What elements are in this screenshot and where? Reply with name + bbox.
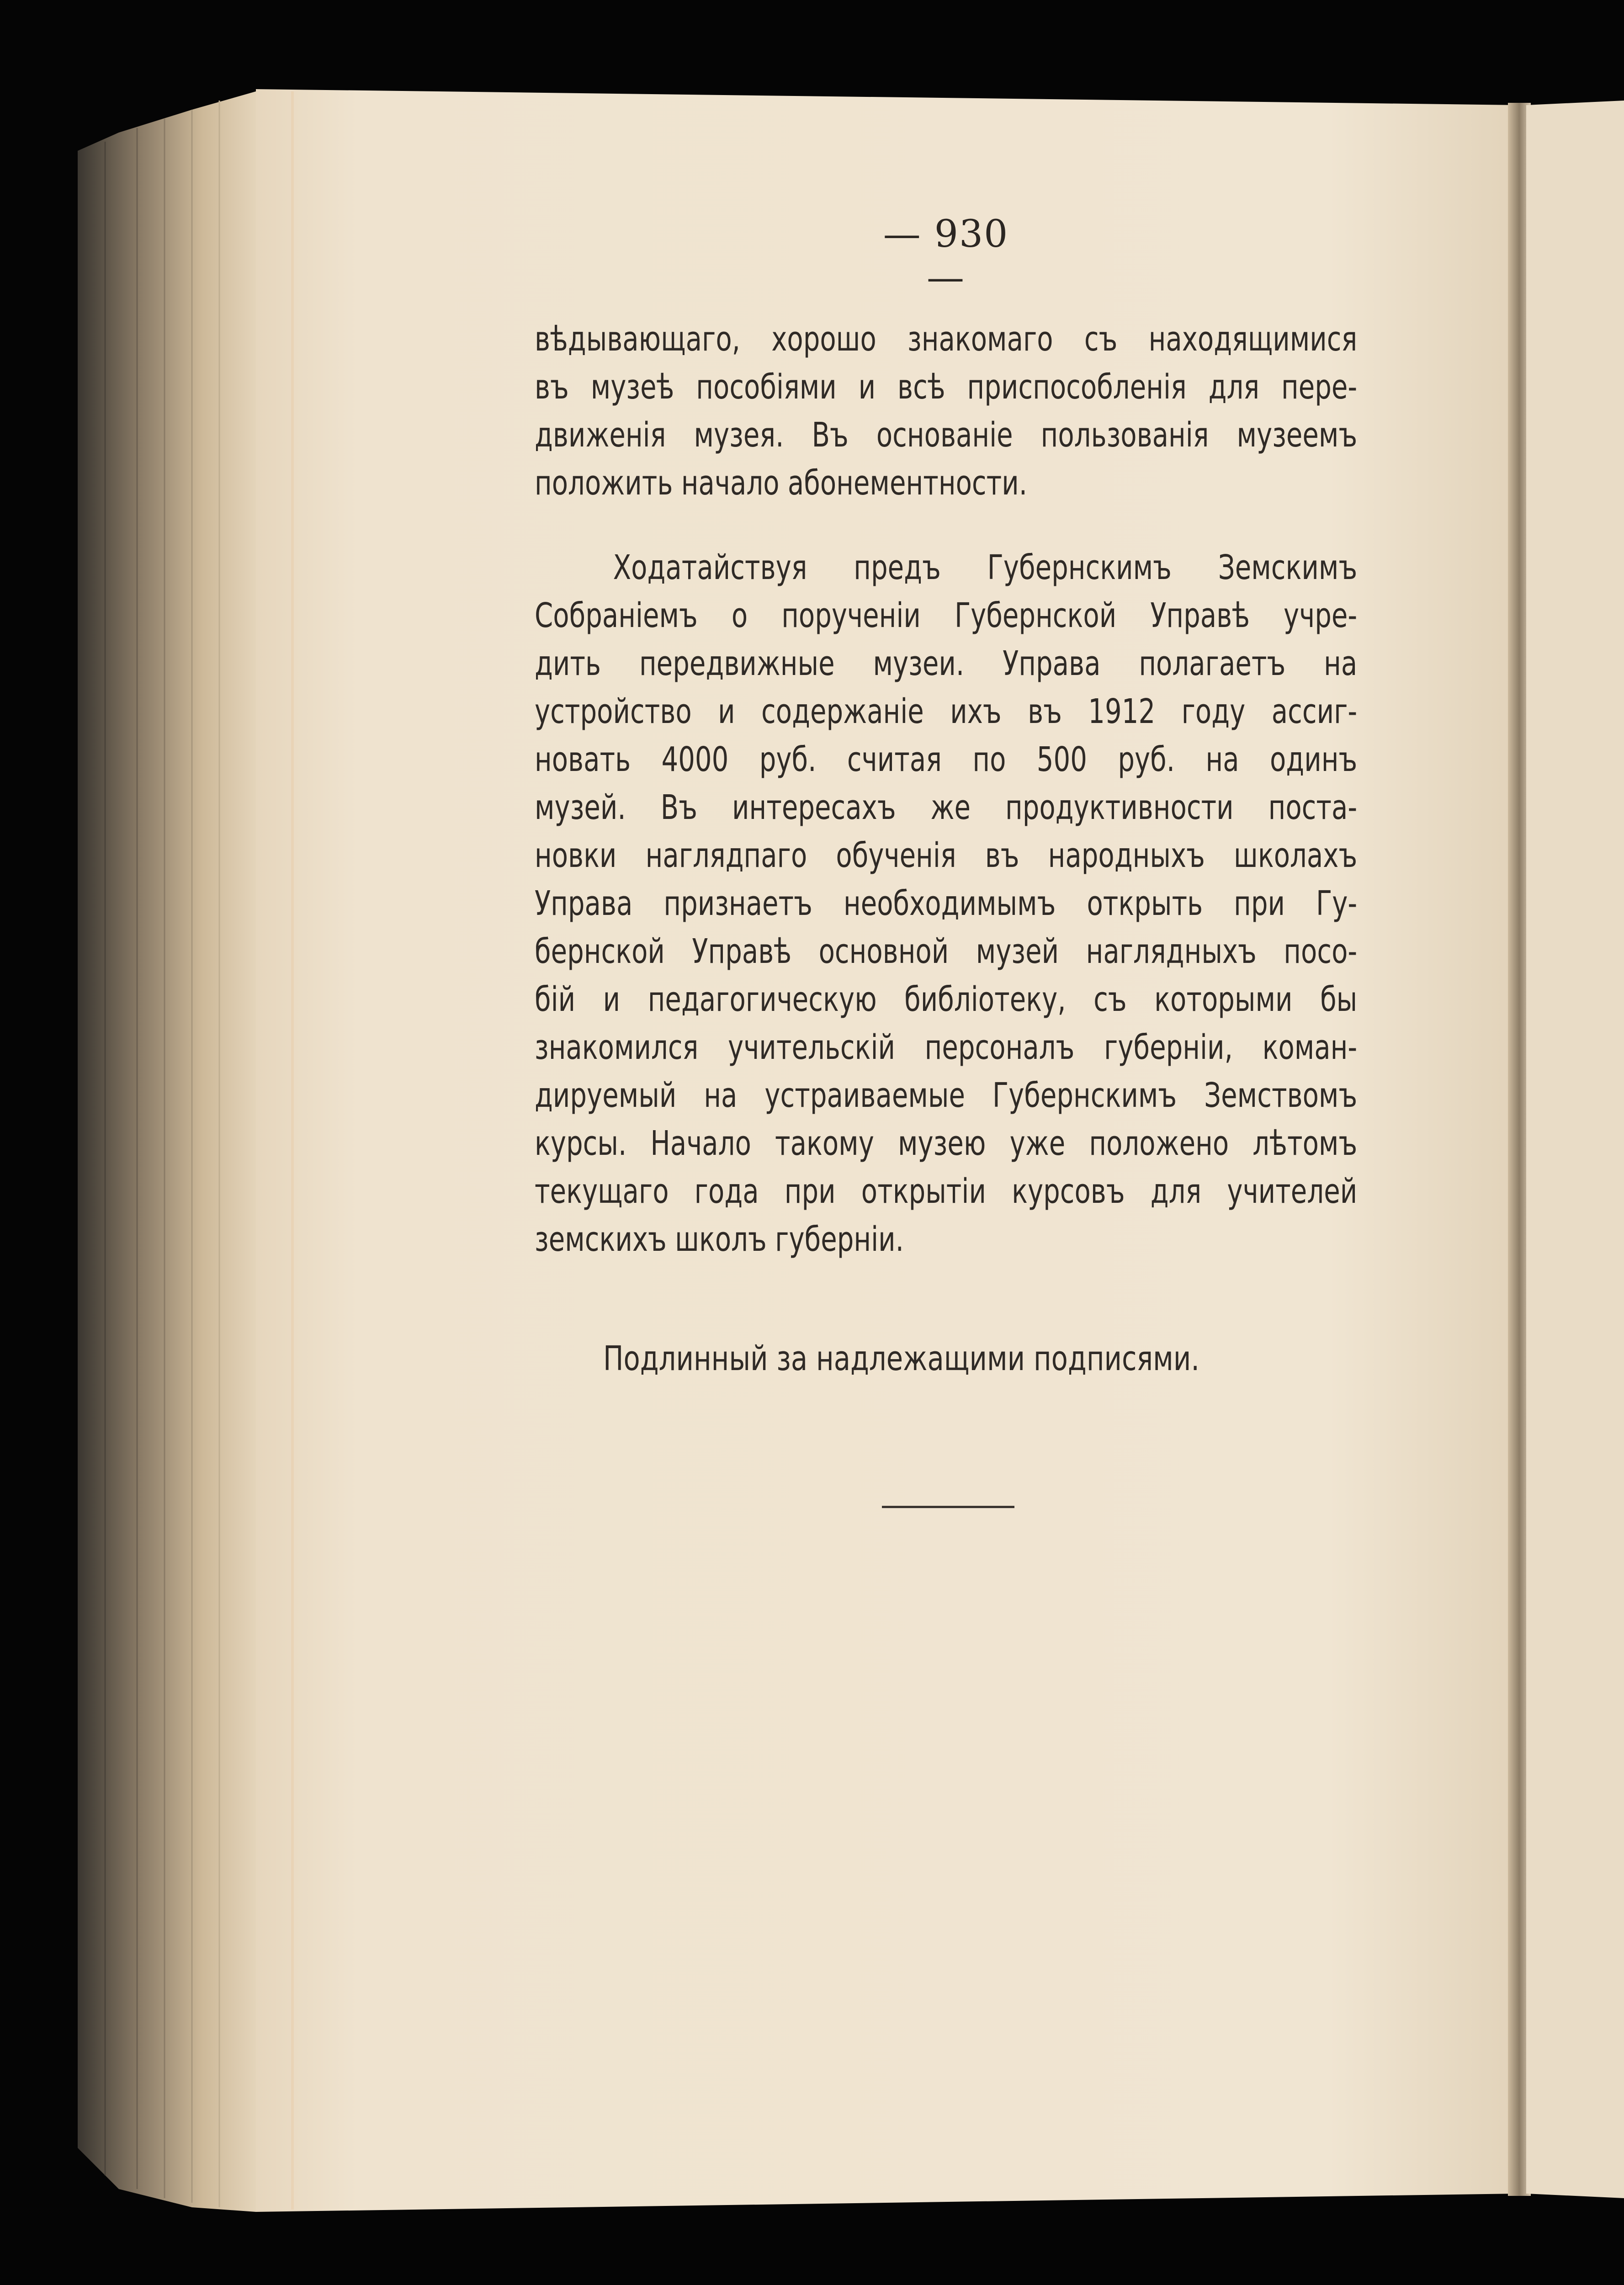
- page-number: — 930 —: [883, 213, 1009, 299]
- text-line: курсы. Начало такому музею уже положено лѣтомъ: [535, 1124, 1358, 1163]
- text-line: бій и педагогическую библіотеку, съ которыми бы: [535, 980, 1358, 1019]
- text-line: устройство и содержаніе ихъ въ 1912 году ассиг-: [535, 692, 1358, 731]
- text-line: вѣдывающаго, хорошо знакомаго съ находящимися: [535, 319, 1358, 359]
- text-line: знакомился учительскій персоналъ губерніи, коман-: [535, 1028, 1358, 1067]
- text-line: дить передвижные музеи. Управа полагаетъ на: [535, 644, 1358, 683]
- text-line: музей. Въ интересахъ же продуктивности поста-: [535, 788, 1358, 827]
- text-line: въ музеѣ пособіями и всѣ приспособленія для пере-: [535, 367, 1358, 407]
- closing-rule: [882, 1506, 1014, 1508]
- text-line: положить начало абонементности.: [535, 463, 1028, 503]
- paragraph-1: [535, 315, 1358, 507]
- paragraph-2: [535, 544, 1358, 1264]
- text-line: Собраніемъ о порученіи Губернской Управѣ учре-: [535, 596, 1358, 635]
- right-page: [1526, 101, 1624, 2198]
- text-line: дируемый на устраиваемые Губернскимъ Земствомъ: [535, 1076, 1358, 1115]
- text-line: текущаго года при открытіи курсовъ для учителей: [535, 1172, 1358, 1211]
- text-line: Ходатайствуя предъ Губернскимъ Земскимъ: [613, 548, 1358, 587]
- text-line: бернской Управѣ основной музей наглядныхъ посо-: [535, 932, 1358, 971]
- text-line: движенія музея. Въ основаніе пользованія музеемъ: [535, 415, 1358, 455]
- text-line: Управа признаетъ необходимымъ открыть при Гу-: [535, 884, 1358, 923]
- text-line: новать 4000 руб. считая по 500 руб. на одинъ: [535, 740, 1358, 779]
- signature-note: Подлинный за надлежащими подписями.: [603, 1339, 1200, 1378]
- text-line: земскихъ школъ губерніи.: [535, 1220, 904, 1259]
- text-line: новки наглядпаго обученія въ народныхъ школахъ: [535, 836, 1358, 875]
